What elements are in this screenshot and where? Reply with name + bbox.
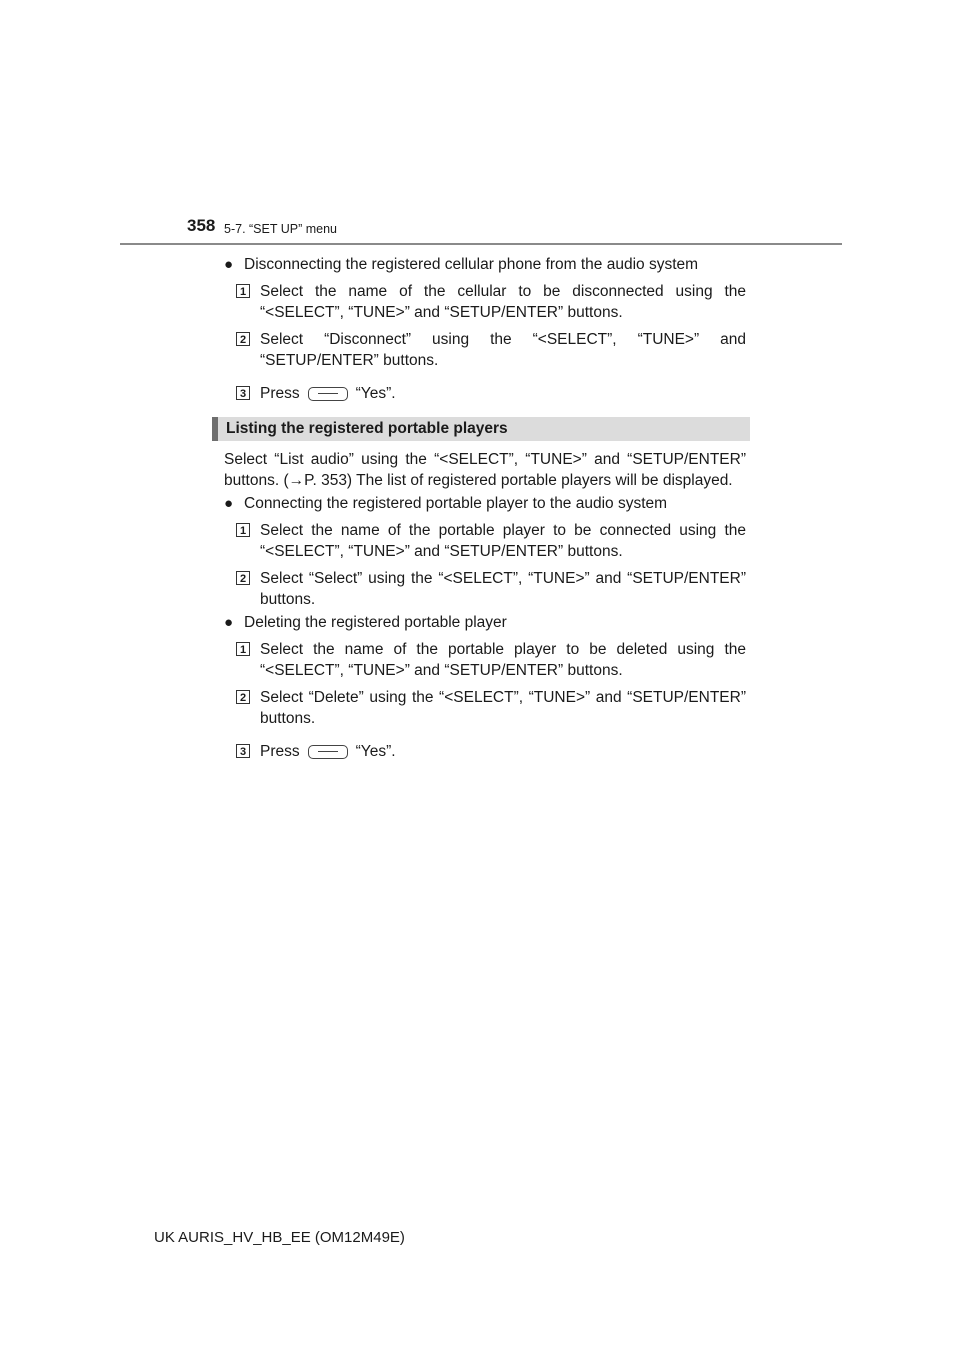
step-item bbox=[224, 741, 746, 762]
step-press-label: Press bbox=[260, 385, 300, 402]
bullet-dot-icon: ● bbox=[224, 495, 234, 512]
bullet-delete-player: ● Deleting the registered portable player bbox=[224, 614, 507, 631]
step-text: Select the name of the cellular to be disconnected using the “<SELECT”, “TUNE>” and “SETUP/ENTER” buttons. bbox=[260, 283, 746, 321]
step-number-badge: 3 bbox=[236, 386, 250, 400]
document-footer: UK AURIS_HV_HB_EE (OM12M49E) bbox=[154, 1229, 405, 1246]
back-button-icon bbox=[308, 387, 348, 401]
page-number: 358 bbox=[187, 216, 216, 235]
step-item bbox=[224, 329, 746, 371]
step-text: Select “Disconnect” using the “<SELECT”, “TUNE>” and “SETUP/ENTER” buttons. bbox=[260, 331, 746, 369]
step-number-badge: 2 bbox=[236, 690, 250, 704]
bullet-connect-player: ● Connecting the registered portable player to the audio system bbox=[224, 495, 668, 512]
step-item bbox=[224, 281, 746, 323]
step-item bbox=[224, 383, 746, 404]
bullet-dot-icon: ● bbox=[224, 614, 234, 631]
step-item bbox=[224, 639, 746, 681]
back-button-icon bbox=[308, 745, 348, 759]
step-item bbox=[224, 568, 746, 610]
step-number-badge: 1 bbox=[236, 523, 250, 537]
page-content bbox=[224, 254, 746, 762]
section-title: 5-7. “SET UP” menu bbox=[224, 222, 338, 236]
step-text: Select the name of the portable player to be deleted using the “<SELECT”, “TUNE>” and “SETUP/ENTER” buttons. bbox=[260, 641, 746, 679]
step-number-badge: 2 bbox=[236, 332, 250, 346]
step-number-badge: 1 bbox=[236, 642, 250, 656]
header-divider bbox=[120, 243, 842, 245]
step-number-badge: 3 bbox=[236, 744, 250, 758]
step-yes-label: “Yes”. bbox=[355, 385, 396, 402]
step-number-badge: 1 bbox=[236, 284, 250, 298]
bullet-disconnect-phone: ● Disconnecting the registered cellular phone from the audio system bbox=[224, 256, 699, 273]
step-press-label: Press bbox=[260, 743, 300, 760]
section-intro: Select “List audio” using the “<SELECT”, “TUNE>” and “SETUP/ENTER” buttons. (→P. 353) The list of registered portable players will be displayed. bbox=[224, 451, 746, 489]
step-text: Select “Select” using the “<SELECT”, “TUNE>” and “SETUP/ENTER” buttons. bbox=[260, 570, 746, 608]
step-yes-label: “Yes”. bbox=[355, 743, 396, 760]
section-heading: Listing the registered portable players bbox=[212, 417, 750, 441]
bullet-dot-icon: ● bbox=[224, 256, 234, 273]
step-item bbox=[224, 520, 746, 562]
step-item bbox=[224, 687, 746, 729]
step-text: Select “Delete” using the “<SELECT”, “TUNE>” and “SETUP/ENTER” buttons. bbox=[260, 689, 746, 727]
step-text: Select the name of the portable player to be connected using the “<SELECT”, “TUNE>” and “SETUP/ENTER” buttons. bbox=[260, 522, 746, 560]
step-number-badge: 2 bbox=[236, 571, 250, 585]
